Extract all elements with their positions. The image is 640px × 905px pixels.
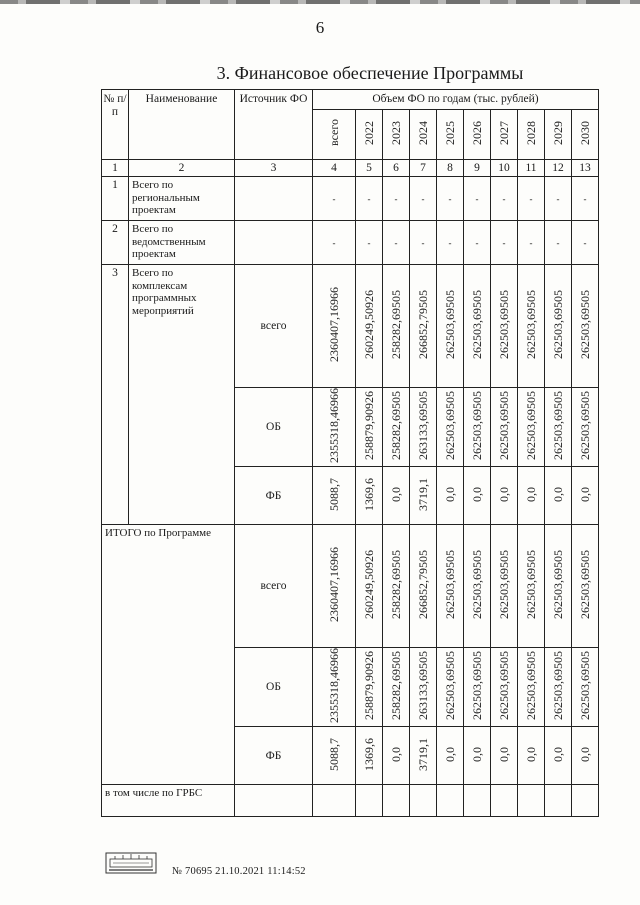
value-cell	[491, 177, 518, 221]
column-index: 7	[410, 160, 437, 177]
empty-cell	[383, 785, 410, 817]
value-cell	[545, 648, 572, 727]
value-label: 0,0	[524, 746, 538, 762]
value-label: 262503,69505	[497, 651, 511, 720]
value-dash: -	[332, 193, 336, 204]
header-year-label: 2024	[416, 121, 430, 145]
header-year-label: 2030	[578, 121, 592, 145]
table-row	[102, 265, 599, 388]
value-cell	[437, 177, 464, 221]
column-index: 10	[491, 160, 518, 177]
value-cell	[464, 648, 491, 727]
row-name: Всего по комплексам программных мероприятий	[129, 265, 235, 525]
value-cell	[545, 221, 572, 265]
header-name: Наименование	[129, 90, 235, 160]
value-cell	[383, 221, 410, 265]
value-cell	[437, 648, 464, 727]
value-label: 262503,69505	[524, 290, 538, 359]
value-cell	[383, 388, 410, 467]
value-cell	[464, 265, 491, 388]
value-cell	[518, 388, 545, 467]
value-cell	[383, 525, 410, 648]
value-label: 0,0	[389, 486, 403, 502]
row-source: всего	[235, 525, 313, 648]
row-name: Всего по региональным проектам	[129, 177, 235, 221]
value-dash: -	[394, 193, 398, 204]
value-label: 258282,69505	[389, 550, 403, 619]
value-label: 262503,69505	[470, 290, 484, 359]
header-num: № п/п	[102, 90, 129, 160]
value-cell	[410, 727, 437, 785]
header-year	[518, 110, 545, 160]
value-cell	[437, 221, 464, 265]
value-label: 262503,69505	[524, 651, 538, 720]
value-label: 266852,79505	[416, 290, 430, 359]
value-cell	[356, 388, 383, 467]
value-cell	[437, 525, 464, 648]
value-cell	[572, 727, 599, 785]
empty-cell	[235, 785, 313, 817]
row-source	[235, 221, 313, 265]
empty-cell	[410, 785, 437, 817]
row-source: ОБ	[235, 388, 313, 467]
empty-cell	[518, 785, 545, 817]
value-dash: -	[502, 193, 506, 204]
value-label: 262503,69505	[443, 651, 457, 720]
row-source: ФБ	[235, 467, 313, 525]
row-source: всего	[235, 265, 313, 388]
value-cell	[313, 525, 356, 648]
header-year	[437, 110, 464, 160]
value-label: 262503,69505	[497, 550, 511, 619]
value-cell	[572, 177, 599, 221]
column-index: 12	[545, 160, 572, 177]
column-index: 2	[129, 160, 235, 177]
value-cell	[491, 388, 518, 467]
table-row	[102, 785, 599, 817]
value-cell	[313, 648, 356, 727]
value-dash: -	[583, 237, 587, 248]
header-year	[545, 110, 572, 160]
value-cell	[491, 265, 518, 388]
value-cell	[545, 388, 572, 467]
value-label: 0,0	[443, 486, 457, 502]
value-label: 262503,69505	[578, 651, 592, 720]
value-label: 0,0	[497, 486, 511, 502]
value-label: 262503,69505	[551, 391, 565, 460]
column-index: 5	[356, 160, 383, 177]
table-row	[102, 525, 599, 648]
value-label: 262503,69505	[524, 391, 538, 460]
header-year	[356, 110, 383, 160]
value-cell	[491, 467, 518, 525]
header-year	[572, 110, 599, 160]
scan-edge	[0, 0, 640, 4]
value-dash: -	[367, 193, 371, 204]
value-cell	[356, 525, 383, 648]
value-cell	[437, 727, 464, 785]
value-dash: -	[529, 193, 533, 204]
header-year-label: 2023	[389, 121, 403, 145]
row-name: ИТОГО по Программе	[102, 525, 235, 785]
header-year-label: 2025	[443, 121, 457, 145]
value-cell	[437, 467, 464, 525]
value-label: 262503,69505	[470, 550, 484, 619]
empty-cell	[464, 785, 491, 817]
value-label: 262503,69505	[497, 290, 511, 359]
value-cell	[410, 467, 437, 525]
value-label: 0,0	[497, 746, 511, 762]
value-label: 262503,69505	[497, 391, 511, 460]
government-stamp-logo	[105, 852, 157, 874]
value-label: 3719,1	[416, 737, 430, 771]
value-cell	[491, 727, 518, 785]
value-label: 263133,69505	[416, 651, 430, 720]
value-label: 1369,6	[362, 477, 376, 511]
value-label: 0,0	[389, 746, 403, 762]
value-cell	[383, 265, 410, 388]
value-cell	[491, 221, 518, 265]
row-name: Всего по ведомственным проектам	[129, 221, 235, 265]
value-cell	[572, 525, 599, 648]
value-dash: -	[448, 193, 452, 204]
value-label: 258282,69505	[389, 290, 403, 359]
value-dash: -	[556, 193, 560, 204]
value-cell	[437, 388, 464, 467]
value-cell	[356, 648, 383, 727]
section-title: 3. Финансовое обеспечение Программы	[216, 63, 524, 83]
value-cell	[410, 388, 437, 467]
row-number: 2	[102, 221, 129, 265]
value-label: 5088,7	[327, 477, 341, 511]
value-label: 262503,69505	[551, 290, 565, 359]
value-label: 262503,69505	[551, 651, 565, 720]
value-cell	[572, 467, 599, 525]
value-label: 262503,69505	[443, 290, 457, 359]
value-dash: -	[367, 237, 371, 248]
table-row	[102, 221, 599, 265]
value-cell	[410, 177, 437, 221]
value-label: 0,0	[551, 486, 565, 502]
value-label: 262503,69505	[470, 391, 484, 460]
value-cell	[518, 467, 545, 525]
row-source: ФБ	[235, 727, 313, 785]
table-row	[102, 177, 599, 221]
value-cell	[545, 467, 572, 525]
value-label: 0,0	[470, 486, 484, 502]
value-dash: -	[556, 237, 560, 248]
column-index: 13	[572, 160, 599, 177]
header-year-label: 2028	[524, 121, 538, 145]
column-index: 1	[102, 160, 129, 177]
value-label: 1369,6	[362, 737, 376, 771]
value-label: 0,0	[443, 746, 457, 762]
value-label: 0,0	[524, 486, 538, 502]
value-cell	[545, 727, 572, 785]
value-cell	[313, 467, 356, 525]
value-label: 5088,7	[327, 737, 341, 771]
value-cell	[313, 388, 356, 467]
value-label: 262503,69505	[443, 391, 457, 460]
value-dash: -	[448, 237, 452, 248]
value-cell	[410, 525, 437, 648]
value-cell	[491, 525, 518, 648]
financing-table	[101, 89, 599, 817]
value-dash: -	[475, 193, 479, 204]
value-cell	[356, 221, 383, 265]
column-index: 4	[313, 160, 356, 177]
empty-cell	[491, 785, 518, 817]
value-cell	[518, 727, 545, 785]
value-cell	[518, 177, 545, 221]
row-number: 3	[102, 265, 129, 525]
value-label: 3719,1	[416, 477, 430, 511]
value-dash: -	[529, 237, 533, 248]
value-label: 0,0	[470, 746, 484, 762]
value-cell	[313, 177, 356, 221]
header-year-label: 2026	[470, 121, 484, 145]
value-label: 260249,50926	[362, 550, 376, 619]
value-dash: -	[502, 237, 506, 248]
column-index: 9	[464, 160, 491, 177]
value-label: 262503,69505	[578, 290, 592, 359]
header-volume: Объем ФО по годам (тыс. рублей)	[313, 90, 599, 110]
value-label: 0,0	[578, 746, 592, 762]
value-cell	[313, 727, 356, 785]
row-number: 1	[102, 177, 129, 221]
value-label: 262503,69505	[578, 391, 592, 460]
value-label: 258879,90926	[362, 391, 376, 460]
header-source: Источник ФО	[235, 90, 313, 160]
value-label: 258282,69505	[389, 391, 403, 460]
value-label: 2360407,16966	[327, 287, 341, 362]
column-index: 6	[383, 160, 410, 177]
value-label: 263133,69505	[416, 391, 430, 460]
value-dash: -	[475, 237, 479, 248]
value-cell	[518, 265, 545, 388]
header-year	[313, 110, 356, 160]
value-cell	[464, 221, 491, 265]
value-cell	[383, 177, 410, 221]
value-dash: -	[583, 193, 587, 204]
value-cell	[491, 648, 518, 727]
value-label: 266852,79505	[416, 550, 430, 619]
value-cell	[545, 177, 572, 221]
value-cell	[518, 648, 545, 727]
header-year-label: 2022	[362, 121, 376, 145]
row-source	[235, 177, 313, 221]
value-label: 2355318,46966	[327, 388, 341, 463]
value-label: 2360407,16966	[327, 547, 341, 622]
value-cell	[464, 388, 491, 467]
value-cell	[437, 265, 464, 388]
value-label: 258282,69505	[389, 651, 403, 720]
column-index: 8	[437, 160, 464, 177]
value-cell	[572, 388, 599, 467]
value-cell	[356, 265, 383, 388]
value-label: 262503,69505	[578, 550, 592, 619]
page-number: 6	[315, 18, 325, 37]
value-cell	[313, 265, 356, 388]
value-cell	[545, 525, 572, 648]
value-label: 258879,90926	[362, 651, 376, 720]
value-cell	[572, 221, 599, 265]
value-cell	[356, 177, 383, 221]
header-year	[491, 110, 518, 160]
value-cell	[464, 177, 491, 221]
value-label: 262503,69505	[443, 550, 457, 619]
value-cell	[464, 727, 491, 785]
value-cell	[572, 648, 599, 727]
header-year-label: всего	[327, 119, 341, 147]
column-index: 11	[518, 160, 545, 177]
header-year-label: 2027	[497, 121, 511, 145]
value-cell	[313, 221, 356, 265]
value-cell	[410, 648, 437, 727]
value-cell	[518, 525, 545, 648]
empty-cell	[545, 785, 572, 817]
empty-cell	[313, 785, 356, 817]
value-label: 0,0	[578, 486, 592, 502]
row-source: ОБ	[235, 648, 313, 727]
value-cell	[410, 221, 437, 265]
row-name: в том числе по ГРБС	[102, 785, 235, 817]
value-cell	[464, 467, 491, 525]
value-dash: -	[421, 193, 425, 204]
value-cell	[545, 265, 572, 388]
value-label: 262503,69505	[551, 550, 565, 619]
value-cell	[383, 727, 410, 785]
empty-cell	[356, 785, 383, 817]
value-cell	[356, 467, 383, 525]
value-dash: -	[332, 237, 336, 248]
registration-number: № 70695 21.10.2021 11:14:52	[172, 866, 306, 877]
value-cell	[383, 648, 410, 727]
value-cell	[464, 525, 491, 648]
value-cell	[518, 221, 545, 265]
value-dash: -	[421, 237, 425, 248]
value-dash: -	[394, 237, 398, 248]
value-label: 262503,69505	[470, 651, 484, 720]
value-label: 260249,50926	[362, 290, 376, 359]
empty-cell	[437, 785, 464, 817]
value-label: 262503,69505	[524, 550, 538, 619]
value-label: 0,0	[551, 746, 565, 762]
header-year	[410, 110, 437, 160]
value-cell	[356, 727, 383, 785]
value-label: 2355318,46966	[327, 648, 341, 723]
value-cell	[383, 467, 410, 525]
header-year	[383, 110, 410, 160]
value-cell	[410, 265, 437, 388]
header-year	[464, 110, 491, 160]
header-year-label: 2029	[551, 121, 565, 145]
empty-cell	[572, 785, 599, 817]
column-index: 3	[235, 160, 313, 177]
value-cell	[572, 265, 599, 388]
